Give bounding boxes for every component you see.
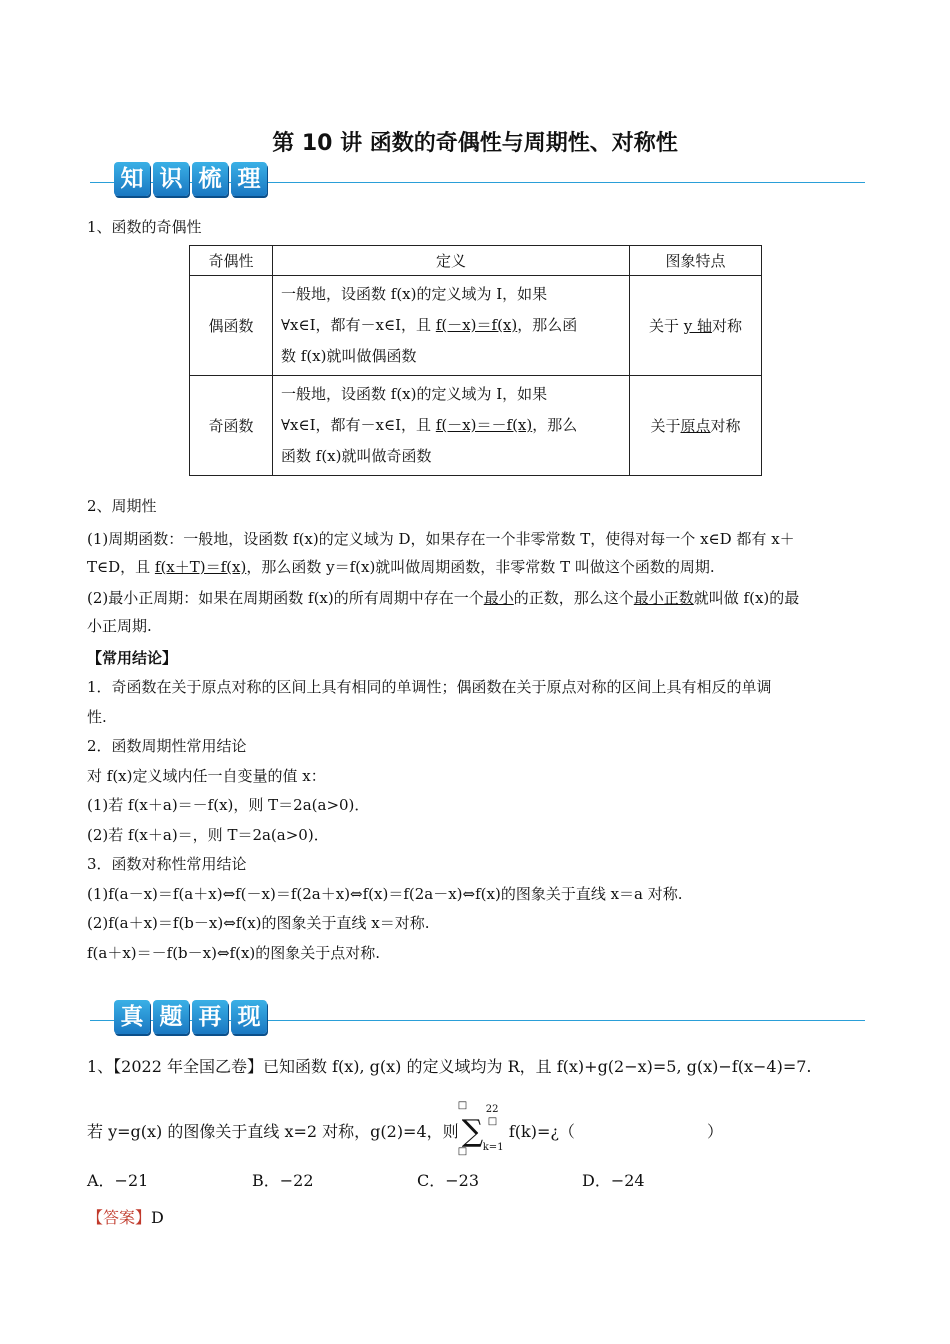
- answer-label: 【答案】: [87, 1208, 152, 1227]
- table-row: [190, 276, 762, 376]
- table-header: 定义: [273, 246, 630, 276]
- banner-char: 知: [114, 162, 150, 196]
- summation: ∑ □ □ 22 □ k=1: [457, 1099, 504, 1157]
- section-banner-exam: [90, 1000, 865, 1040]
- page-title: 第 10 讲 函数的奇偶性与周期性、对称性: [272, 131, 678, 156]
- problem-line2: 若 y=g(x) 的图像关于直线 x=2 对称，g(2)=4，则 ∑ □ □ 22 □ k=1 f(k)=¿（ ）: [87, 1099, 724, 1157]
- table-cell-name: 偶函数: [190, 276, 273, 376]
- section-banner-knowledge: [90, 162, 865, 202]
- problem-line1: 1、【2022 年全国乙卷】已知函数 f(x), g(x) 的定义域均为 R，且 f(x)+g(2−x)=5, g(x)−f(x−4)=7.: [87, 1057, 812, 1076]
- table-header: 图象特点: [630, 246, 762, 276]
- option-d: D．−24: [582, 1171, 645, 1190]
- option-c: C．−23: [417, 1171, 480, 1190]
- table-header: 奇偶性: [190, 246, 273, 276]
- table-cell-name: 奇函数: [190, 376, 273, 476]
- parity-table: [189, 245, 762, 476]
- conclusions-body: 1．奇函数在关于原点对称的区间上具有相同的单调性；偶函数在关于原点对称的区间上具有相反的单调 性. 2．函数周期性常用结论 对 f(x)定义域内任一自变量的值 x： (1)若 f(x＋a)＝－f(x)，则 T＝2a(a>0)． (2)若 f(x＋a)＝，则 T＝2a(a>0)． 3．函数对称性常用结论 (1)f(a－x)＝f(a＋x)⇔f(－x)＝f(2a＋x)⇔f(x)＝f(2a－x)⇔f(x)的图象关于直线 x＝a 对称. (2)f(a＋x)＝f(b－x)⇔f(x)的图象关于直线 x＝对称. f(a＋x)＝－f(b－x)⇔f(x)的图象关于点对称.: [87, 678, 772, 962]
- banner-char: 识: [153, 162, 189, 196]
- section-heading: 1、函数的奇偶性: [87, 218, 202, 236]
- table-cell-definition: 一般地，设函数 f(x)的定义域为 I，如果 ∀x∈I，都有－x∈I，且 f(－x)＝－f(x)，那么 函数 f(x)就叫做奇函数: [273, 376, 630, 476]
- banner-char: 真: [114, 1000, 150, 1034]
- answer-value: D: [151, 1208, 164, 1227]
- banner-char: 题: [153, 1000, 189, 1034]
- banner-char: 再: [192, 1000, 228, 1034]
- banner-char: 梳: [192, 162, 228, 196]
- table-cell-feature: 关于 y 轴对称: [630, 276, 762, 376]
- option-a: A．−21: [87, 1171, 149, 1190]
- table-cell-definition: 一般地，设函数 f(x)的定义域为 I，如果 ∀x∈I，都有－x∈I，且 f(－x)＝f(x)，那么函 数 f(x)就叫做偶函数: [273, 276, 630, 376]
- banner-char: 理: [231, 162, 267, 196]
- table-row: [190, 376, 762, 476]
- section-heading: 2、周期性: [87, 497, 157, 515]
- sigma-icon: ∑: [461, 1113, 484, 1149]
- conclusions-heading: 【常用结论】: [87, 649, 178, 667]
- paragraph-periodic: (1)周期函数：一般地，设函数 f(x)的定义域为 D，如果存在一个非零常数 T，使得对每一个 x∈D 都有 x＋ T∈D，且 f(x＋T)＝f(x)，那么函数 y＝f(x)就叫做周期函数，非零常数 T 叫做这个函数的周期.: [87, 530, 795, 576]
- table-cell-feature: 关于原点对称: [630, 376, 762, 476]
- answer: [87, 1205, 164, 1228]
- option-b: B．−22: [252, 1171, 314, 1190]
- paragraph-min-period: (2)最小正周期：如果在周期函数 f(x)的所有周期中存在一个最小的正数，那么这个最小正数就叫做 f(x)的最 小正周期.: [87, 589, 800, 635]
- banner-char: 现: [231, 1000, 267, 1034]
